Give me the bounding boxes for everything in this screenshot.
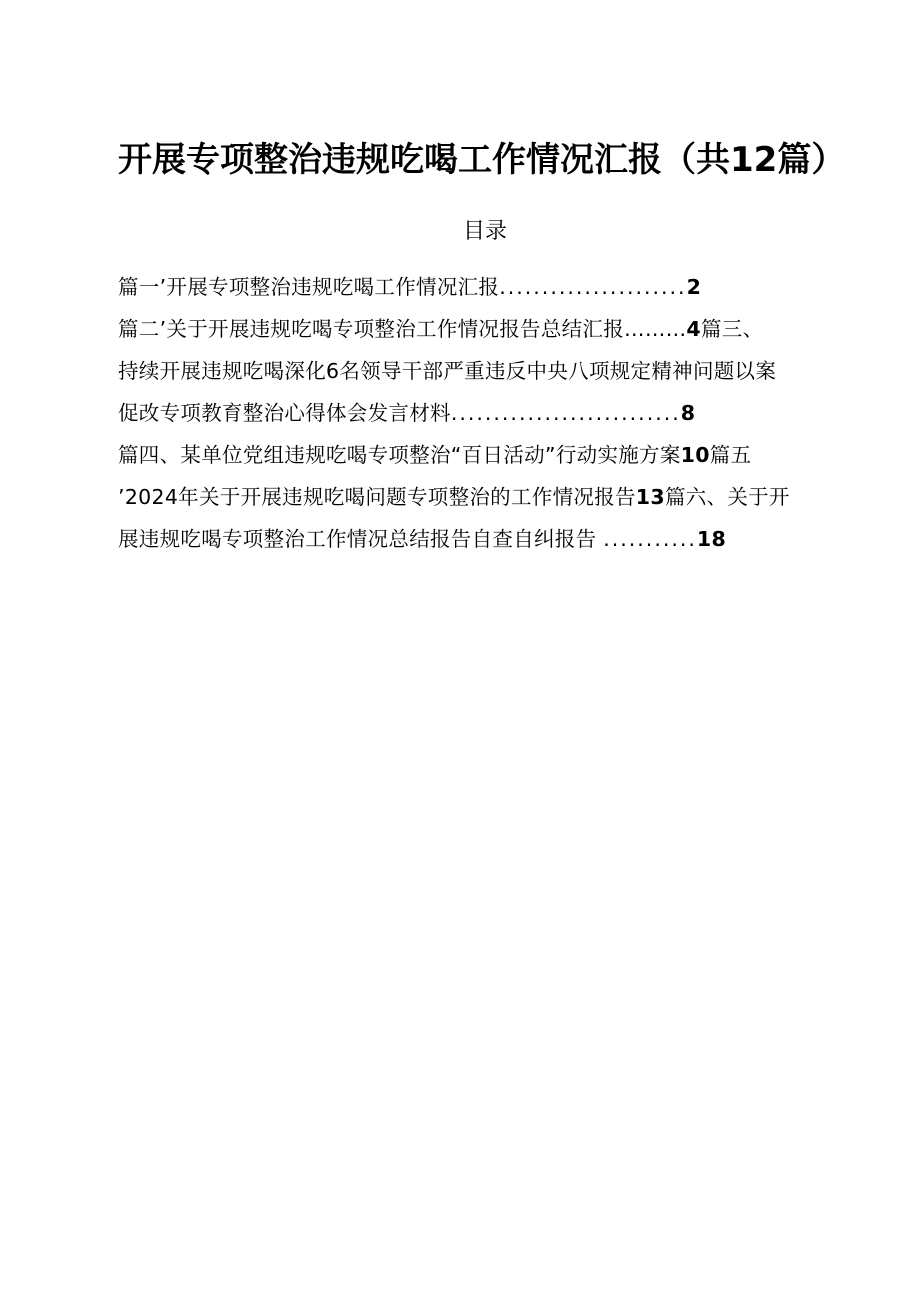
toc-entry-text: 篇一’开展专项整治违规吃喝工作情况汇报 [118,275,500,299]
toc-leader-dots: ........................... [450,401,681,425]
toc-entry-text: 篇四、某单位党组违规吃喝专项整治“百日活动”行动实施方案 [118,443,681,467]
toc-page-number: 2 [686,275,702,299]
toc-entry-text: 持续开展违规吃喝深化6名领导干部严重违反中央八项规定精神问题以案 [118,359,777,383]
toc-page-number: 8 [680,401,696,425]
toc-entry-3[interactable] [118,350,852,392]
toc-entry-6[interactable] [118,476,852,518]
toc-page-number: 18 [696,527,727,551]
toc-entry-tail: 篇五 [709,443,752,467]
toc-heading: 目录 [462,219,507,244]
toc-entry-text: 篇二’关于开展违规吃喝专项整治工作情况报告总结汇报……… [118,317,687,341]
toc-leader-dots: ...................... [499,275,687,299]
toc-leader-dots: ........... [603,527,697,551]
toc-entry-7[interactable] [118,518,852,560]
table-of-contents [118,266,852,560]
toc-entry-2[interactable] [118,308,852,350]
document-title: 开展专项整治违规吃喝工作情况汇报（共12篇） [118,140,846,180]
toc-page-number: 4 [686,317,701,341]
toc-entry-text: ’2024年关于开展违规吃喝问题专项整治的工作情况报告 [118,485,636,509]
toc-entry-5[interactable] [118,434,852,476]
toc-page-number: 10 [680,443,710,467]
toc-entry-text: 展违规吃喝专项整治工作情况总结报告自查自纠报告 [118,527,604,551]
toc-entry-text: 促改专项教育整治心得体会发言材料 [118,401,451,425]
toc-page-number: 13 [635,485,665,509]
toc-entry-tail: 篇六、关于开 [664,485,790,509]
toc-entry-1[interactable] [118,266,852,308]
toc-entry-tail: 篇三、 [701,317,764,341]
toc-entry-4[interactable] [118,392,852,434]
